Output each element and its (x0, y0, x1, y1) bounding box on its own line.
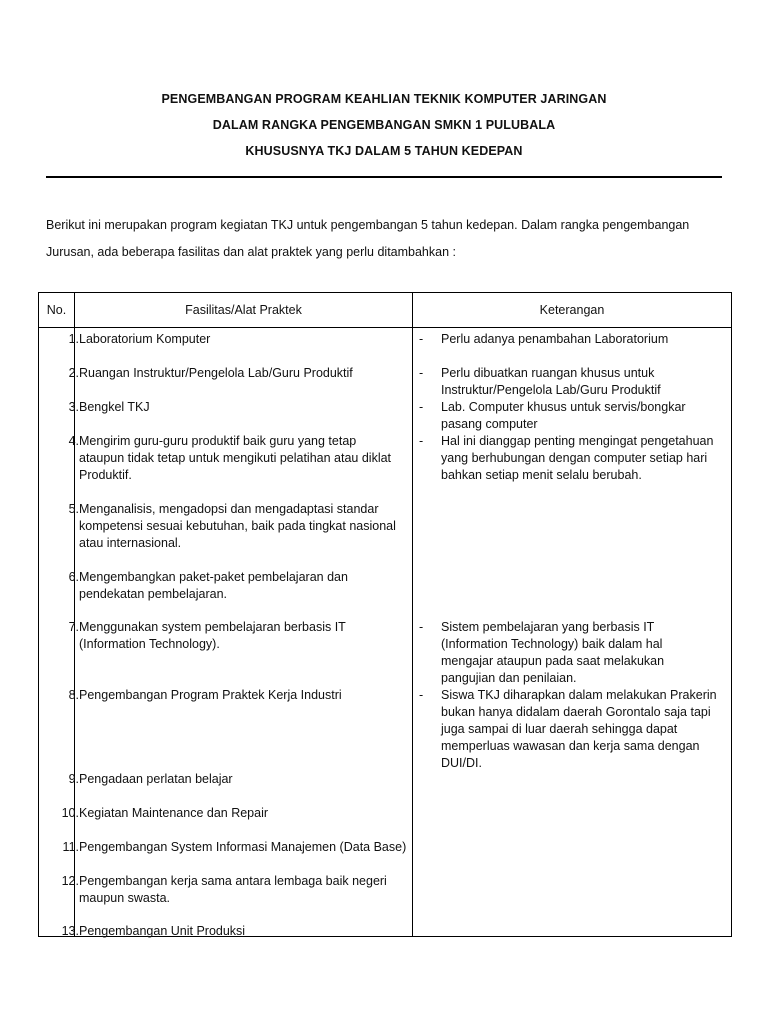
facility-text: Pengembangan kerja sama antara lembaga baik negeri (79, 874, 387, 888)
row-number: 11. (62, 840, 79, 854)
row-number: 5. (68, 502, 79, 516)
facility-text: maupun swasta. (79, 891, 171, 905)
facility-text: Pengembangan Unit Produksi (79, 924, 246, 938)
row-number: 3. (68, 400, 79, 414)
intro-paragraph-line-1: Berikut ini merupakan program kegiatan TKJ untuk pengembangan 5 tahun kedepan. Dalam rangka pengembangan (46, 218, 690, 232)
facility-text: pendekatan pembelajaran. (79, 587, 228, 601)
note-column (413, 328, 732, 937)
number-column (39, 328, 79, 938)
intro-paragraph-line-2: Jurusan, ada beberapa fasilitas dan alat praktek yang perlu ditambahkan : (46, 245, 456, 259)
note-bullet: - (419, 400, 424, 414)
note-text: pasang computer (441, 417, 538, 431)
document-title-line-1: PENGEMBANGAN PROGRAM KEAHLIAN TEKNIK KOMPUTER JARINGAN (161, 92, 607, 106)
facility-text: Mengirim guru-guru produktif baik guru yang tetap (79, 434, 357, 448)
facility-text: Produktif. (79, 468, 132, 482)
row-number: 13. (61, 924, 79, 938)
title-divider (46, 176, 722, 178)
facility-text: (Information Technology). (79, 637, 220, 651)
note-text: memperluas wawasan dan kerja sama dengan (441, 739, 700, 753)
note-text: Instruktur/Pengelola Lab/Guru Produktif (441, 383, 661, 397)
document-title-line-2: DALAM RANGKA PENGEMBANGAN SMKN 1 PULUBALA (212, 118, 556, 132)
document-title-line-3: KHUSUSNYA TKJ DALAM 5 TAHUN KEDEPAN (245, 144, 523, 158)
facility-text: Pengadaan perlatan belajar (79, 772, 233, 786)
program-table (38, 292, 732, 937)
note-bullet: - (419, 434, 424, 448)
row-number: 8. (68, 688, 79, 702)
note-text: Siswa TKJ diharapkan dalam melakukan Prakerin (441, 688, 717, 702)
row-number: 1. (68, 332, 79, 346)
facility-text: Laboratorium Komputer (79, 332, 211, 346)
note-text: mengajar ataupun pada saat melakukan (441, 654, 665, 668)
note-text: bukan hanya didalam daerah Gorontalo saja tapi (441, 705, 711, 719)
row-number: 10. (61, 806, 79, 820)
row-number: 6. (68, 570, 79, 584)
note-text: (Information Technology) baik dalam hal (441, 637, 663, 651)
note-text: Perlu dibuatkan ruangan khusus untuk (441, 366, 655, 380)
note-bullet: - (419, 332, 424, 346)
note-text: Lab. Computer khusus untuk servis/bongkar (441, 400, 686, 414)
note-text: bahkan setiap menit selalu berubah. (441, 468, 642, 482)
row-number: 7. (68, 620, 79, 634)
note-text: Perlu adanya penambahan Laboratorium (441, 332, 669, 346)
note-text: DUI/DI. (441, 756, 482, 770)
row-number: 12. (61, 874, 79, 888)
row-number: 4. (68, 434, 79, 448)
note-bullet: - (419, 620, 424, 634)
facility-column (75, 328, 413, 937)
note-text: pangujian dan penilaian. (441, 671, 577, 685)
facility-text: Kegiatan Maintenance dan Repair (79, 806, 269, 820)
facility-text: Ruangan Instruktur/Pengelola Lab/Guru Produktif (79, 366, 353, 380)
facility-text: ataupun tidak tetap untuk mengikuti pelatihan atau diklat (79, 451, 392, 465)
note-text: yang berhubungan dengan computer setiap hari (441, 451, 708, 465)
facility-text: atau internasional. (79, 536, 182, 550)
facility-text: Menganalisis, mengadopsi dan mengadaptasi standar (79, 502, 379, 516)
header-no: No. (39, 293, 75, 328)
header-note: Keterangan (413, 293, 732, 328)
facility-text: Pengembangan System Informasi Manajemen (Data Base) (79, 840, 407, 854)
facility-text: Mengembangkan paket-paket pembelajaran dan (79, 570, 348, 584)
note-text: Hal ini dianggap penting mengingat pengetahuan (441, 434, 714, 448)
note-text: Sistem pembelajaran yang berbasis IT (441, 620, 655, 634)
table-header-row (39, 293, 732, 328)
facility-text: Pengembangan Program Praktek Kerja Industri (79, 688, 342, 702)
row-number: 9. (68, 772, 79, 786)
note-bullet: - (419, 366, 424, 380)
header-facility: Fasilitas/Alat Praktek (75, 293, 413, 328)
row-number: 2. (68, 366, 79, 380)
facility-text: Menggunakan system pembelajaran berbasis IT (79, 620, 346, 634)
note-text: juga sampai di luar daerah sehingga dapat (441, 722, 678, 736)
note-bullet: - (419, 688, 424, 702)
facility-text: kompetensi sesuai kebutuhan, baik pada tingkat nasional (79, 519, 396, 533)
facility-text: Bengkel TKJ (79, 400, 150, 414)
